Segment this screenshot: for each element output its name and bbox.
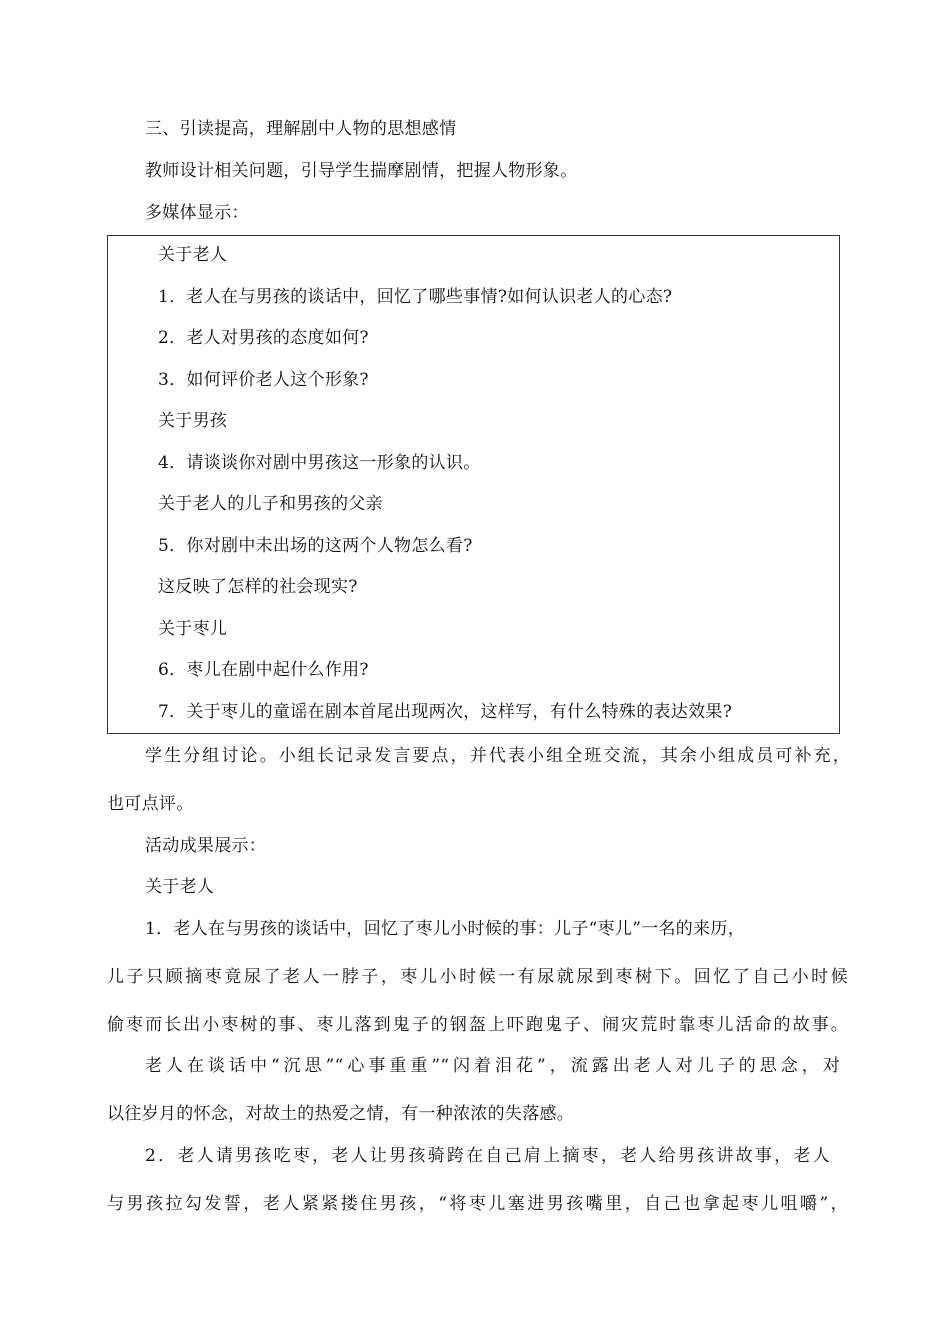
answer-2-line-2: 与男孩拉勾发誓，老人紧紧搂住男孩，“将枣儿塞进男孩嘴里，自己也拿起枣儿咀嚼”， [107, 1194, 848, 1214]
answer-2-line-1: 2．老人请男孩吃枣，老人让男孩骑跨在自己肩上摘枣，老人给男孩讲故事，老人 [145, 1146, 830, 1166]
discussion-paragraph-line-2: 也可点评。 [107, 794, 194, 814]
discussion-paragraph-line-1: 学生分组讨论。小组长记录发言要点，并代表小组全班交流，其余小组成员可补充， [145, 746, 850, 766]
box-heading-son-and-father: 关于老人的儿子和男孩的父亲 [158, 494, 383, 514]
multimedia-label: 多媒体显示： [145, 203, 249, 223]
question-6: 6．枣儿在剧中起什么作用? [158, 660, 369, 680]
question-1: 1．老人在与男孩的谈话中，回忆了哪些事情?如何认识老人的心态? [158, 287, 673, 307]
box-heading-jujube: 关于枣儿 [158, 619, 228, 639]
results-label: 活动成果展示： [145, 836, 267, 856]
question-5-continuation: 这反映了怎样的社会现实? [158, 577, 358, 597]
question-5: 5．你对剧中未出场的这两个人物怎么看? [158, 536, 473, 556]
answer-1b-line-1: 老人在谈话中“沉思”“心事重重”“闪着泪花”，流露出老人对儿子的思念，对 [145, 1056, 840, 1076]
answer-1b-line-2: 以往岁月的怀念，对故土的热爱之情，有一种浓浓的失落感。 [107, 1104, 575, 1124]
results-heading-old-man: 关于老人 [145, 877, 215, 897]
intro-paragraph: 教师设计相关问题，引导学生揣摩剧情，把握人物形象。 [145, 161, 578, 181]
section-heading: 三、引读提高，理解剧中人物的思想感情 [145, 119, 457, 139]
question-7: 7．关于枣儿的童谣在剧本首尾出现两次，这样写，有什么特殊的表达效果? [158, 702, 733, 722]
answer-1-line-3: 偷枣而长出小枣树的事、枣儿落到鬼子的钢盔上吓跑鬼子、闹灾荒时靠枣儿活命的故事。 [107, 1015, 848, 1035]
answer-1-line-2: 儿子只顾摘枣竟尿了老人一脖子，枣儿小时候一有尿就尿到枣树下。回忆了自己小时候 [107, 967, 848, 987]
box-heading-old-man: 关于老人 [158, 245, 228, 265]
question-3: 3．如何评价老人这个形象? [158, 370, 369, 390]
question-4: 4．请谈谈你对剧中男孩这一形象的认识。 [158, 453, 481, 473]
answer-1-line-1: 1．老人在与男孩的谈话中，回忆了枣儿小时候的事：儿子“枣儿”一名的来历， [145, 919, 745, 939]
question-2: 2．老人对男孩的态度如何? [158, 328, 369, 348]
box-heading-boy: 关于男孩 [158, 411, 228, 431]
